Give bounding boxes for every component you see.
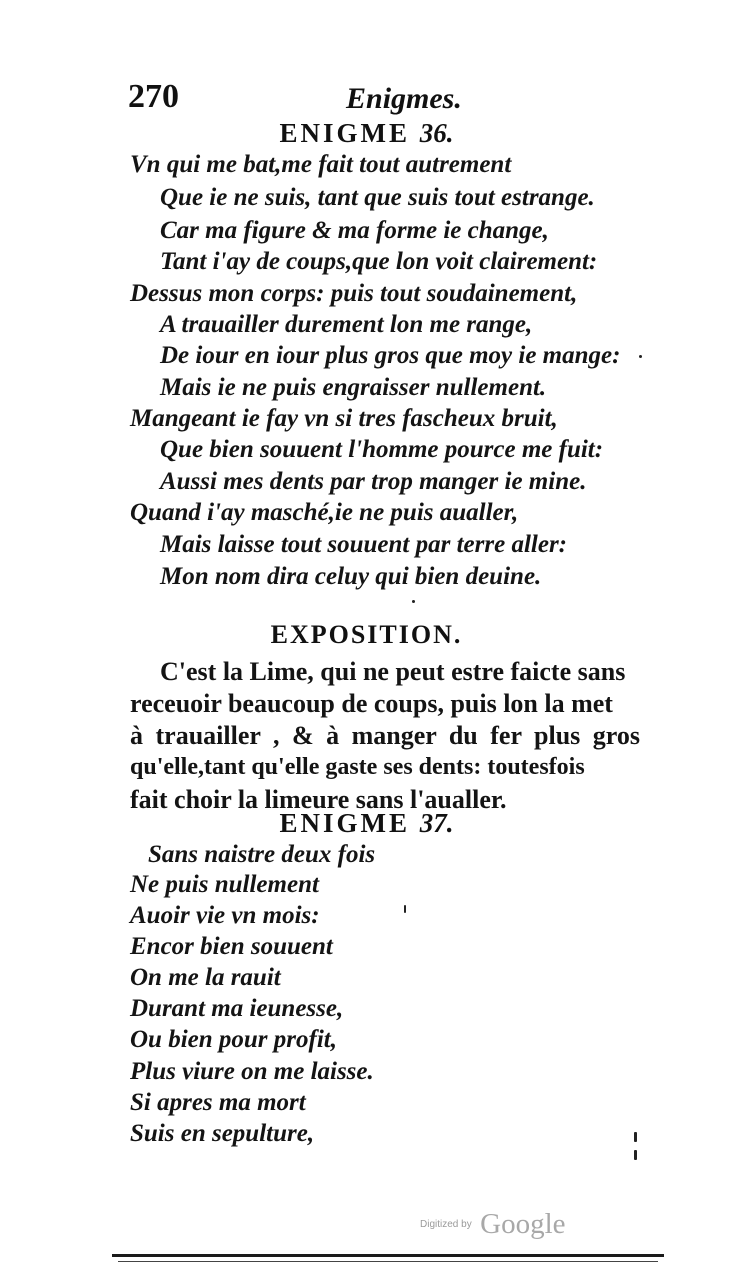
exposition-line: à trauailler , & à manger du fer plus gros — [130, 721, 640, 750]
enigme-36-label: ENIGME — [279, 118, 410, 148]
exposition-heading: EXPOSITION. — [270, 620, 463, 649]
watermark-prefix: Digitized by — [420, 1219, 472, 1230]
ink-speck — [639, 355, 642, 358]
verse-line: Tant i'ay de coups,que lon voit clairement: — [160, 248, 598, 275]
verse-line: Que ie ne suis, tant que suis tout estrange. — [160, 184, 595, 211]
verse-line: Ne puis nullement — [130, 871, 319, 898]
verse-line: Dessus mon corps: puis tout soudainement, — [130, 280, 578, 307]
ink-speck — [634, 1132, 637, 1142]
ink-speck — [404, 905, 406, 913]
verse-line: Auoir vie vn mois: — [130, 902, 320, 929]
verse-line: Si apres ma mort — [130, 1089, 306, 1116]
enigme-36-heading — [0, 118, 733, 149]
running-head — [0, 78, 733, 118]
exposition-line: C'est la Lime, qui ne peut estre faicte sans — [160, 657, 626, 686]
bottom-rule-thin — [118, 1261, 658, 1262]
verse-line: De iour en iour plus gros que moy ie mange: — [160, 342, 621, 369]
exposition-line: fait choir la limeure sans l'aualler. — [130, 785, 507, 814]
verse-line: Durant ma ieunesse, — [130, 995, 344, 1022]
verse-line: Suis en sepulture, — [130, 1120, 315, 1147]
enigme-37-number: 37. — [419, 808, 454, 838]
enigme-37-heading — [0, 808, 733, 839]
verse-line: Encor bien souuent — [130, 933, 333, 960]
running-title: Enigmes. — [346, 82, 462, 115]
page-number: 270 — [128, 78, 179, 115]
watermark-brand: Google — [480, 1208, 566, 1240]
verse-line: Ou bien pour profit, — [130, 1026, 337, 1053]
verse-line: On me la rauit — [130, 964, 281, 991]
verse-line: Mangeant ie fay vn si tres fascheux bruit, — [130, 405, 558, 432]
enigme-37-label: ENIGME — [279, 808, 410, 838]
verse-line: Mais ie ne puis engraisser nullement. — [160, 374, 547, 401]
verse-line: Quand i'ay masché,ie ne puis aualler, — [130, 499, 519, 526]
verse-line: Plus viure on me laisse. — [130, 1058, 374, 1085]
verse-line: Car ma figure & ma forme ie change, — [160, 217, 549, 244]
verse-line: Mon nom dira celuy qui bien deuine. — [160, 563, 542, 590]
enigme-36-number: 36. — [419, 118, 454, 148]
exposition-line: qu'elle,tant qu'elle gaste ses dents: toutesfois — [130, 754, 585, 780]
verse-line: Mais laisse tout souuent par terre aller: — [160, 531, 567, 558]
digitized-watermark — [420, 1208, 566, 1241]
exposition-line: receuoir beaucoup de coups, puis lon la met — [130, 689, 613, 718]
bottom-rule — [112, 1254, 664, 1257]
ink-speck — [634, 1150, 637, 1160]
ink-speck — [412, 600, 415, 603]
verse-line: Aussi mes dents par trop manger ie mine. — [160, 468, 587, 495]
verse-line: A trauailler durement lon me range, — [160, 311, 533, 338]
verse-line: Sans naistre deux fois — [148, 841, 376, 868]
verse-line: Que bien souuent l'homme pource me fuit: — [160, 436, 604, 463]
verse-line: Vn qui me bat,me fait tout autrement — [130, 151, 512, 178]
